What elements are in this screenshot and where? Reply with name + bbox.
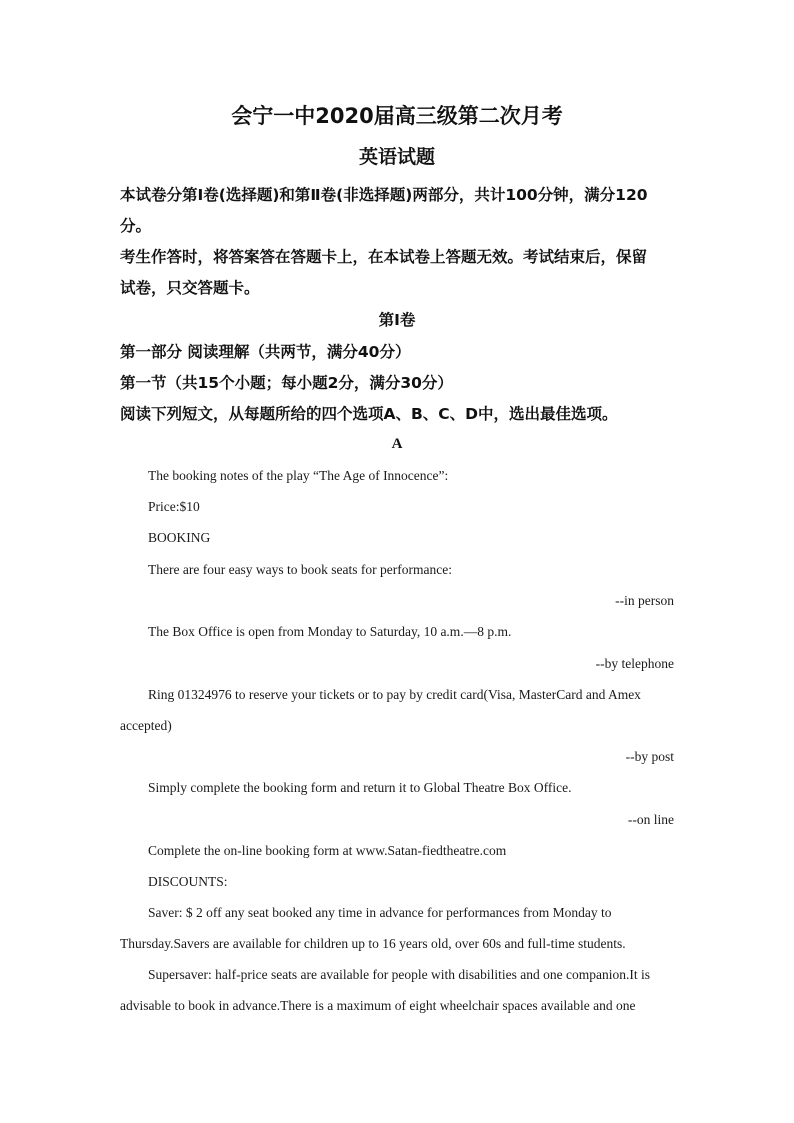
passage-label-right: --in person	[615, 593, 674, 608]
passage-line: Supersaver: half-price seats are available for people with disabilities and one companion.It is	[148, 967, 650, 982]
instructions-line: 分。	[120, 217, 152, 235]
passage-line: advisable to book in advance.There is a maximum of eight wheelchair spaces available and one	[120, 998, 636, 1013]
volume-heading: 第I卷	[378, 311, 416, 329]
instructions-line: 考生作答时，将答案答在答题卡上，在本试卷上答题无效。考试结束后，保留	[120, 248, 648, 266]
passage-label-right: --by post	[625, 749, 674, 764]
passage-line: Price:$10	[148, 499, 200, 514]
section-heading: 第一节（共15个小题；每小题2分，满分30分）	[120, 374, 453, 392]
passage-line: The Box Office is open from Monday to Saturday, 10 a.m.—8 p.m.	[148, 624, 512, 639]
passage-label-right: --on line	[627, 812, 674, 827]
instructions-line: 试卷，只交答题卡。	[120, 279, 260, 297]
passage-line: accepted)	[120, 718, 172, 733]
passage-line: DISCOUNTS:	[148, 874, 228, 889]
passage-line: There are four easy ways to book seats for performance:	[148, 562, 452, 577]
instructions-line: 本试卷分第Ⅰ卷(选择题)和第Ⅱ卷(非选择题)两部分，共计100分钟，满分120	[120, 186, 648, 204]
directions-text: 阅读下列短文，从每题所给的四个选项A、B、C、D中，选出最佳选项。	[120, 405, 618, 423]
part-heading: 第一部分 阅读理解（共两节，满分40分）	[120, 343, 411, 361]
passage-line: Simply complete the booking form and return it to Global Theatre Box Office.	[148, 780, 572, 795]
exam-subtitle: 英语试题	[358, 146, 435, 168]
passage-label: A	[391, 436, 403, 452]
passage-line: BOOKING	[148, 530, 211, 545]
passage-line: Saver: $ 2 off any seat booked any time in advance for performances from Monday to	[148, 905, 612, 920]
passage-line: Ring 01324976 to reserve your tickets or to pay by credit card(Visa, MasterCard and Amex	[148, 687, 641, 702]
passage-line: Complete the on-line booking form at www.Satan-fiedtheatre.com	[148, 843, 507, 858]
passage-line: Thursday.Savers are available for children up to 16 years old, over 60s and full-time students.	[120, 936, 626, 951]
passage-label-right: --by telephone	[595, 656, 674, 671]
passage-line: The booking notes of the play “The Age of Innocence”:	[148, 468, 449, 483]
exam-title: 会宁一中2020届高三级第二次月考	[231, 104, 563, 128]
